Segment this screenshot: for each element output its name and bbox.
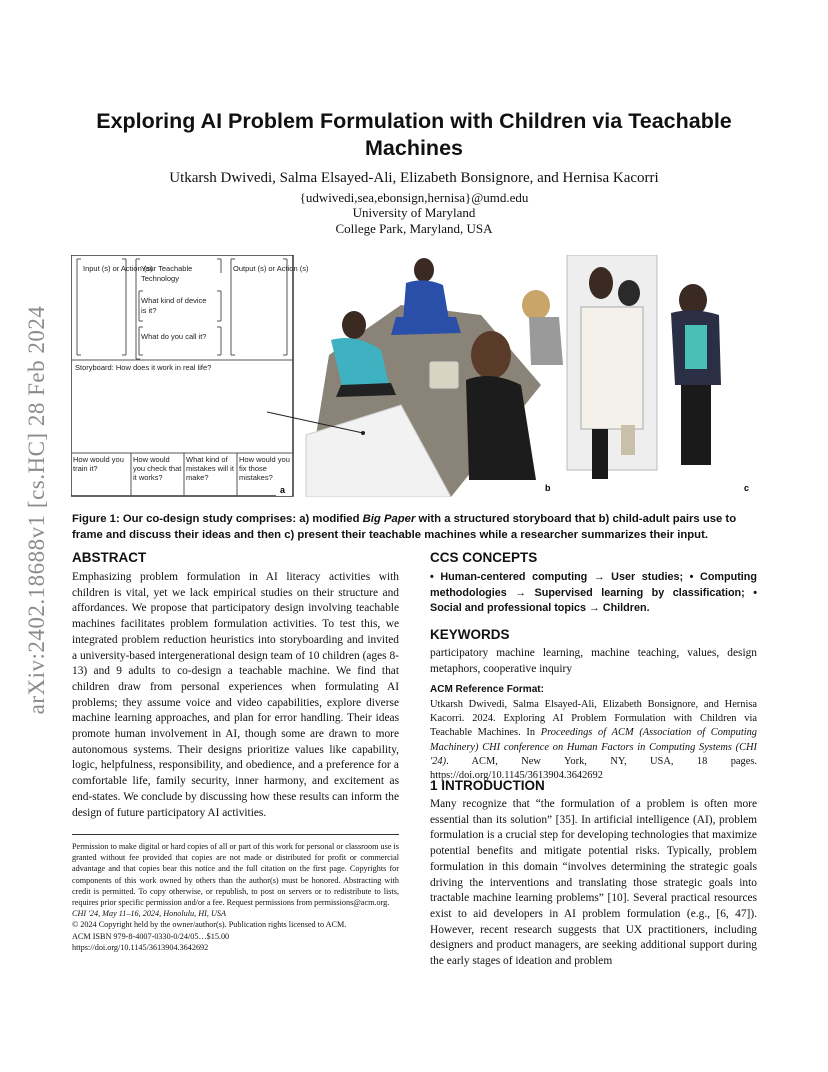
photo-panel-b bbox=[267, 258, 563, 497]
paper-title: Exploring AI Problem Formulation with Children via Teachable Machines bbox=[96, 109, 732, 160]
arxiv-identifier: arXiv:2402.18688v1 [cs.HC] 28 Feb 2024 bbox=[24, 305, 49, 715]
figure-1 bbox=[71, 255, 757, 497]
sb-device-question-2: is it? bbox=[141, 306, 157, 315]
panel-a-label: a bbox=[280, 485, 286, 495]
author-location: College Park, Maryland, USA bbox=[335, 221, 493, 236]
reference-text: Utkarsh Dwivedi, Salma Elsayed-Ali, Elizabeth Bonsignore, and Hernisa Kacorri. 2024. Exploring AI Problem Formulation with Children via Teachable Machines. In Proceedings of ACM (Association of Computing Machinery) CHI conference on Human Factors in Computing Systems (CHI '24). ACM, New York, NY, USA, 18 pages. https://doi.org/10.1145/3613904.3642692 bbox=[430, 699, 757, 782]
figure-caption: Figure 1: Our co-design study comprises: a) modified Big Paper with a structured storyboard that b) child-adult pairs use to frame and discuss their ideas and then c) present their teachable machines while a researcher summarizes their input. bbox=[72, 513, 737, 541]
ccs-heading: CCS CONCEPTS bbox=[430, 550, 538, 565]
introduction-heading: 1 INTRODUCTION bbox=[430, 778, 545, 793]
panel-b-label: b bbox=[545, 483, 551, 493]
sb-name-question: What do you call it? bbox=[141, 332, 207, 341]
sb-mistakes-question: What kind of mistakes will it make? bbox=[186, 455, 234, 482]
abstract-text: Emphasizing problem formulation in AI literacy activities with children is vital, yet we lack empirical studies on their structure and affordances. We propose that participatory design involving teachable machines facilitates problem formulation activities. To test this, we integrated problem reduction heuristics into storyboarding and invited a university-based intergenerational design team of 10 children (ages 8-13) and 9 adults to co-design a teachable machine. We find that children draw from personal experiences when formulating AI problems; they assume voice and video capabilities, explore diverse machine learning approaches, and plan for error handling. Their ideas promote human involvement in AI, though some are drawn to more autonomous systems. Their designs prioritize values like capability, logic, helpfulness, responsibility, and obedience, and a preference for a comfortable life, family security, inner harmony, and excitement as end-states. We conclude by discussing how these results can inform the design of future participatory AI activities. bbox=[72, 571, 399, 819]
ccs-text: • Human-centered computing → User studies; • Computing methodologies → Supervised learning by classification; • Social and professional topics → Children. bbox=[430, 571, 757, 615]
author-university: University of Maryland bbox=[352, 205, 476, 220]
sb-device-question-1: What kind of device bbox=[141, 296, 207, 305]
sb-check-question: How would you check that it works? bbox=[133, 455, 182, 482]
panel-c-label: c bbox=[744, 483, 750, 493]
sb-input-label: Input (s) or Action (s) bbox=[83, 264, 153, 273]
keywords-heading: KEYWORDS bbox=[430, 627, 510, 642]
sb-fix-question: How would you fix those mistakes? bbox=[239, 455, 290, 482]
permission-notice: Permission to make digital or hard copies of all or part of this work for personal or classroom use is granted without fee provided that copies are not made or distributed for profit or commercial advantage and that copies bear this notice and the full citation on the first page. Copyrights for components of this work owned by others than the author(s) must be honored. Abstracting with credit is permitted. To copy otherwise, or republish, to post on servers or to redistribute to lists, requires prior specific permission and/or a fee. Request permissions from permissions@acm.org. CHI '24, May 11–16, 2024, Honolulu, HI, USA © 2024 Copyright held by the owner/author(s). Publication rights licensed to ACM. ACM ISBN 979-8-4007-0330-0/24/05…$15.00 https://doi.org/10.1145/3613904.3642692 bbox=[72, 842, 399, 952]
photo-panel-c bbox=[567, 255, 749, 493]
reference-heading: ACM Reference Format: bbox=[430, 684, 544, 695]
abstract-heading: ABSTRACT bbox=[72, 550, 147, 565]
keywords-text: participatory machine learning, machine teaching, values, design metaphors, cooperative inquiry bbox=[430, 647, 757, 675]
sb-train-question: How would you train it? bbox=[73, 455, 124, 473]
author-email: {udwivedi,sea,ebonsign,hernisa}@umd.edu bbox=[299, 190, 529, 205]
sb-tech-label-2: Technology bbox=[141, 274, 179, 283]
sb-output-label: Output (s) or Action (s) bbox=[233, 264, 309, 273]
author-list: Utkarsh Dwivedi, Salma Elsayed-Ali, Elizabeth Bonsignore, and Hernisa Kacorri bbox=[169, 170, 659, 186]
permission-divider bbox=[72, 834, 399, 835]
sb-storyboard-label: Storyboard: How does it work in real life? bbox=[75, 363, 212, 372]
introduction-text: Many recognize that “the formulation of a problem is often more essential than its solution” [35]. In artificial intelligence (AI), problem formulation is a crucial step for developing technologies that maximize potential benefits and mitigate potential risks. Typically, problem formulation in this domain “involves determining the strategic goals driving the interventions and translating those strategic goals into tractable machine learning problems” [10]. Several practical resources exist to aid developers in AI problem formulation (e.g., [6, 47]). However, recent research suggests that UX practitioners, including designers and product managers, are seeking additional support during the early stages of ideation and problem bbox=[430, 798, 757, 968]
storyboard-panel bbox=[71, 255, 309, 496]
sb-tech-label-1: Your Teachable bbox=[141, 264, 193, 273]
